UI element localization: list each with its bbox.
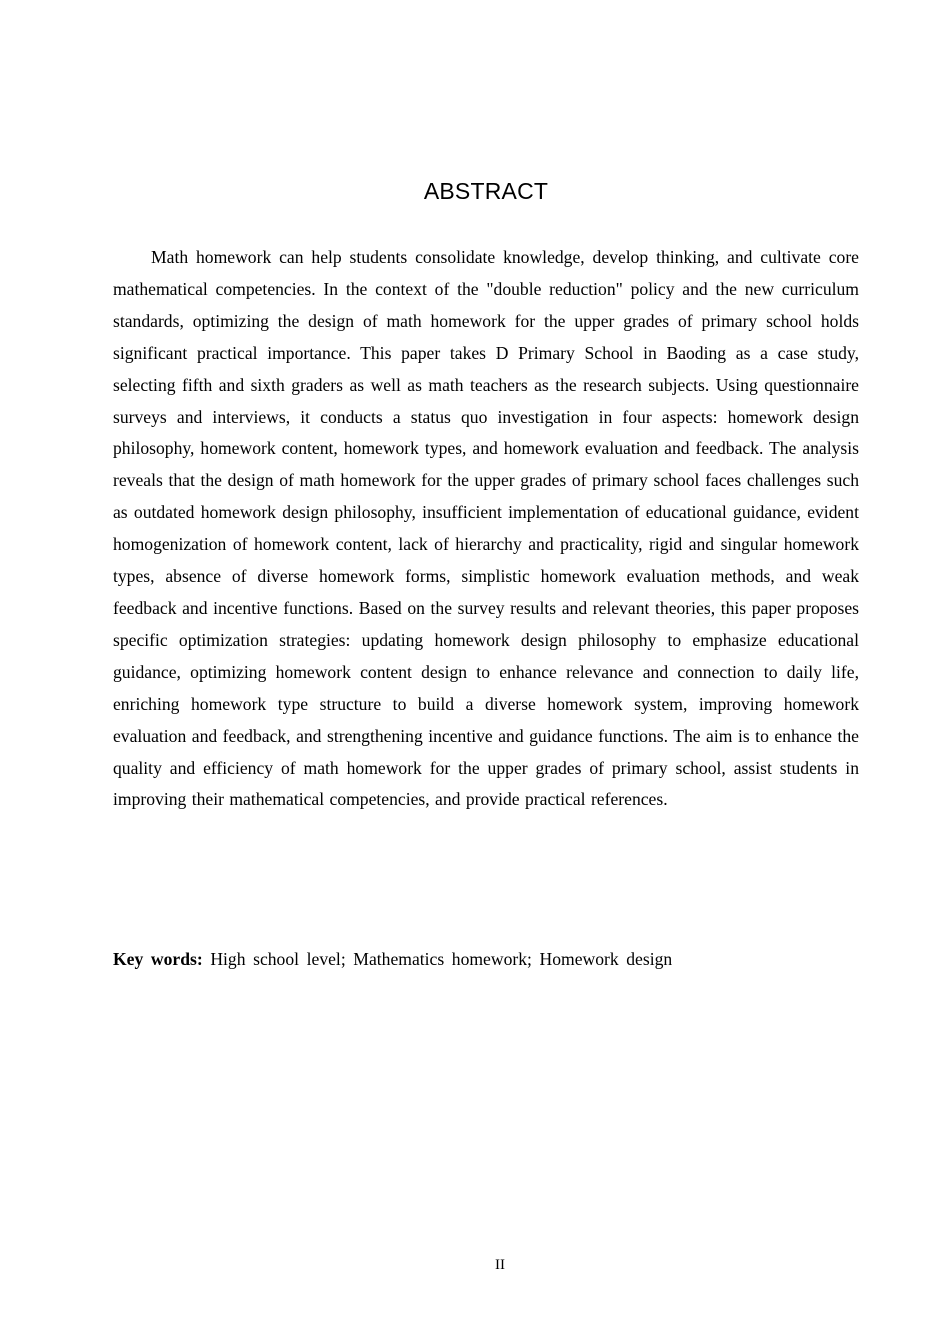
keywords-label: Key words: [113, 949, 203, 969]
keywords-line [113, 944, 859, 976]
abstract-title: ABSTRACT [423, 178, 549, 204]
keywords-list: High school level; Mathematics homework; Homework design [210, 949, 673, 969]
abstract-body: Math homework can help students consolidate knowledge, develop thinking, and cultivate core mathematical competencies. In the context of the "double reduction" policy and the new curriculum standards, optimizing the design of math homework for the upper grades of primary school holds significant practical importance. This paper takes D Primary School in Baoding as a case study, selecting fifth and sixth graders as well as math teachers as the research subjects. Using questionnaire surveys and interviews, it conducts a status quo investigation in four aspects: homework design philosophy, homework content, homework types, and homework evaluation and feedback. The analysis reveals that the design of math homework for the upper grades of primary school faces challenges such as outdated homework design philosophy, insufficient implementation of educational guidance, evident homogenization of homework content, lack of hierarchy and practicality, rigid and singular homework types, absence of diverse homework forms, simplistic homework evaluation methods, and weak feedback and incentive functions. Based on the survey results and relevant theories, this paper proposes specific optimization strategies: updating homework design philosophy to emphasize educational guidance, optimizing homework content design to enhance relevance and connection to daily life, enriching homework type structure to build a diverse homework system, improving homework evaluation and feedback, and strengthening incentive and guidance functions. The aim is to enhance the quality and efficiency of math homework for the upper grades of primary school, assist students in improving their mathematical competencies, and provide practical references. [113, 247, 859, 810]
page-number: II [495, 1257, 505, 1273]
